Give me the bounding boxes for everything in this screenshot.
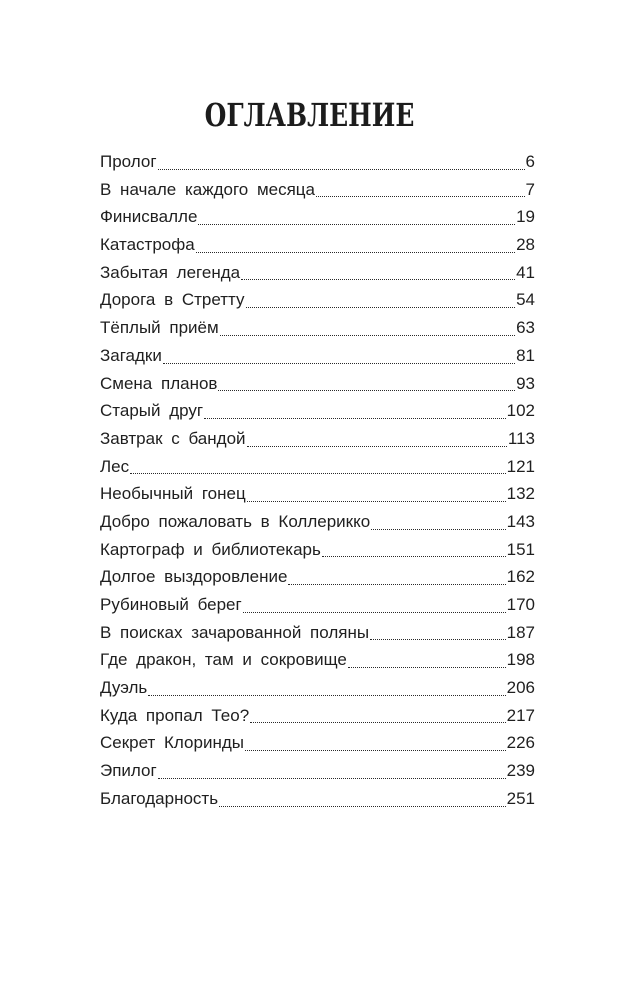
- toc-entry-page-number: 162: [506, 567, 535, 587]
- toc-dot-leader: [218, 389, 515, 391]
- toc-entry: [100, 286, 535, 314]
- toc-dot-leader: [241, 278, 515, 280]
- toc-entry: [100, 646, 535, 674]
- toc-dot-leader: [196, 251, 515, 253]
- toc-entry-page-number: 121: [506, 456, 535, 476]
- toc-entry-title: Картограф и библиотекарь: [100, 539, 321, 559]
- table-of-contents: [100, 148, 535, 813]
- toc-entry-title: В начале каждого месяца: [100, 179, 315, 199]
- toc-entry: [100, 397, 535, 425]
- toc-entry: [100, 619, 535, 647]
- toc-entry-page-number: 143: [506, 511, 535, 531]
- page-title: ОГЛАВЛЕНИЕ: [204, 96, 415, 134]
- toc-entry-page-number: 187: [506, 622, 535, 642]
- toc-entry: [100, 757, 535, 785]
- toc-entry-page-number: 54: [516, 290, 535, 310]
- toc-entry-page-number: 63: [516, 318, 535, 338]
- toc-dot-leader: [322, 555, 506, 557]
- toc-entry: [100, 508, 535, 536]
- toc-entry-page-number: 28: [516, 235, 535, 255]
- toc-dot-leader: [243, 611, 506, 613]
- toc-dot-leader: [247, 500, 506, 502]
- toc-entry-title: Дорога в Стретту: [100, 290, 245, 310]
- toc-entry: [100, 453, 535, 481]
- toc-entry: [100, 231, 535, 259]
- toc-entry: [100, 480, 535, 508]
- toc-dot-leader: [245, 749, 506, 751]
- toc-entry-title: Рубиновый берег: [100, 595, 242, 614]
- toc-dot-leader: [219, 805, 506, 807]
- toc-entry-title: В поисках зачарованной поляны: [100, 622, 370, 642]
- toc-entry-page-number: 170: [506, 595, 535, 614]
- toc-dot-leader: [371, 528, 505, 530]
- toc-entry-page-number: 251: [506, 788, 535, 808]
- toc-dot-leader: [370, 638, 506, 640]
- toc-dot-leader: [288, 583, 505, 585]
- toc-dot-leader: [220, 334, 515, 336]
- toc-entry-title: Благодарность: [100, 788, 219, 808]
- toc-entry-page-number: 132: [506, 484, 535, 504]
- toc-dot-leader: [250, 721, 505, 723]
- toc-entry-page-number: 151: [506, 539, 535, 559]
- toc-dot-leader: [247, 445, 507, 447]
- toc-dot-leader: [198, 223, 515, 225]
- toc-entry-title: Эпилог: [100, 761, 157, 781]
- toc-entry-title: Завтрак с бандой: [100, 428, 246, 448]
- toc-entry-title: Забытая легенда: [100, 262, 241, 282]
- toc-entry-title: Катастрофа: [100, 235, 195, 255]
- toc-entry-title: Лес: [100, 456, 130, 476]
- toc-entry-page-number: 41: [516, 262, 535, 282]
- toc-entry-title: Куда пропал Тео?: [100, 705, 250, 725]
- toc-entry: [100, 148, 535, 176]
- toc-entry: [100, 342, 535, 370]
- toc-entry-page-number: 198: [506, 650, 535, 670]
- toc-entry: [100, 591, 535, 619]
- toc-entry-title: Смена планов: [100, 373, 218, 393]
- toc-entry-page-number: 7: [525, 179, 535, 199]
- toc-entry-title: Пролог: [100, 152, 157, 171]
- toc-entry-page-number: 206: [506, 678, 535, 698]
- toc-entry-page-number: 239: [506, 761, 535, 781]
- toc-entry: [100, 674, 535, 702]
- toc-entry-title: Секрет Клоринды: [100, 733, 244, 753]
- toc-entry: [100, 203, 535, 231]
- toc-entry-title: Тёплый приём: [100, 318, 219, 338]
- toc-entry-title: Добро пожаловать в Коллерикко: [100, 511, 371, 531]
- toc-entry-page-number: 81: [516, 345, 535, 365]
- toc-entry-page-number: 19: [516, 207, 535, 227]
- toc-dot-leader: [204, 417, 506, 419]
- toc-entry-page-number: 6: [525, 152, 535, 171]
- toc-entry-page-number: 113: [507, 428, 535, 448]
- toc-entry-title: Дуэль: [100, 678, 148, 698]
- toc-entry: [100, 370, 535, 398]
- toc-entry: [100, 259, 535, 287]
- toc-entry-page-number: 93: [516, 373, 535, 393]
- toc-entry: [100, 729, 535, 757]
- toc-entry-title: Финисвалле: [100, 207, 198, 227]
- toc-dot-leader: [163, 362, 515, 364]
- toc-entry: [100, 176, 535, 204]
- toc-entry: [100, 314, 535, 342]
- toc-entry: [100, 563, 535, 591]
- toc-entry-title: Загадки: [100, 345, 162, 365]
- toc-entry-page-number: 102: [506, 401, 535, 421]
- toc-dot-leader: [158, 777, 506, 779]
- toc-dot-leader: [348, 666, 506, 668]
- toc-dot-leader: [148, 694, 505, 696]
- toc-dot-leader: [158, 168, 525, 170]
- toc-entry-title: Необычный гонец: [100, 484, 246, 504]
- toc-dot-leader: [316, 195, 525, 197]
- toc-entry: [100, 702, 535, 730]
- toc-entry: [100, 425, 535, 453]
- toc-entry-page-number: 226: [506, 733, 535, 753]
- toc-entry-title: Старый друг: [100, 401, 204, 421]
- toc-entry-title: Где дракон, там и сокровище: [100, 650, 347, 670]
- toc-entry-page-number: 217: [506, 705, 535, 725]
- toc-entry: [100, 785, 535, 813]
- toc-dot-leader: [130, 472, 506, 474]
- toc-dot-leader: [246, 306, 516, 308]
- toc-entry: [100, 536, 535, 564]
- toc-entry-title: Долгое выздоровление: [100, 567, 288, 587]
